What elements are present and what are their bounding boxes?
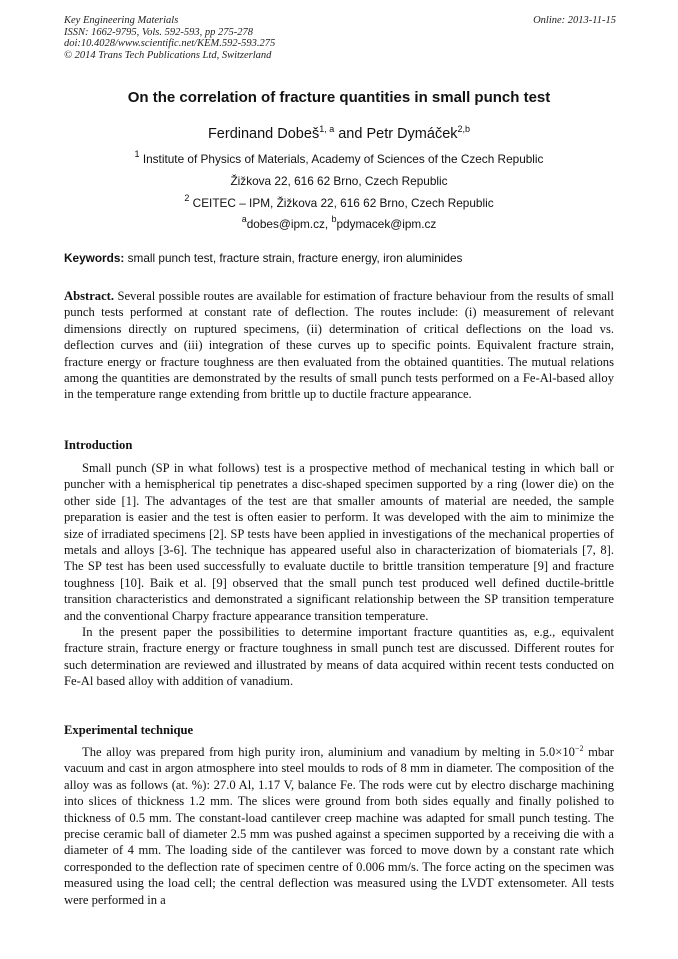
paper-title: On the correlation of fracture quantities in small punch test: [127, 89, 551, 106]
doi-line: doi:10.4028/www.scientific.net/KEM.592-593.275: [64, 38, 276, 50]
email-b: pdymacek@ipm.cz: [336, 217, 437, 231]
keywords-text: small punch test, fracture strain, fracture energy, iron aluminides: [124, 251, 463, 265]
aff-1-text: Institute of Physics of Materials, Academy of Sciences of the Czech Republic: [139, 152, 544, 166]
introduction-heading: Introduction: [64, 438, 133, 452]
author-1: Ferdinand Dobeš: [207, 126, 320, 142]
author-line: [0, 126, 678, 142]
introduction-body: [64, 460, 614, 690]
exp-text-start: The alloy was prepared from high purity iron, aluminium and vanadium by melting in 5.0×10: [82, 745, 575, 759]
experimental-body: [64, 744, 614, 908]
author-1-sup: 1, a: [319, 124, 335, 134]
email-a-sup: a: [241, 214, 247, 224]
abstract: [64, 288, 614, 403]
online-date: Online: 2013-11-15: [533, 15, 616, 26]
email-b-sup: b: [331, 214, 337, 224]
journal-header: [64, 15, 616, 61]
experimental-paragraph-1: [64, 744, 614, 908]
intro-paragraph-1: Small punch (SP in what follows) test is a prospective method of mechanical testing in which ball or puncher with a hemispherical tip penetrates a disc-shaped specimen supported by a ring (lower die) on the other side [1]. The advantages of the test are that smaller amounts of material are needed, the sample preparation is easier and the test is often easier to perform. It was developed with the aim to minimize the size of irradiated specimens [2]. SP tests have been applied in investigations of the mechanical properties of metals and alloys [3-6]. The technique has appeared useful also in characterization of biomaterials [7, 8]. The SP test has been used successfully to evaluate ductile to brittle transition temperature [9] and fracture toughness [10]. Baik et al. [9] observed that the small punch test produced well defined ductile-brittle transition characteristics and demonstrated a significant relationship between the SP transition temperature and the conventional Charpy fracture appearance transition temperature.: [64, 461, 614, 623]
copyright-line: © 2014 Trans Tech Publications Ltd, Switzerland: [64, 49, 272, 61]
exp-text-rest: mbar vacuum and cast in argon atmosphere into steel moulds to rods of 8 mm in diameter. The composition of the alloy was as follows (at. %): 27.0 Al, 1.17 V, balance Fe. The rods were cut by electro discharge machining into slices of thickness 1.2 mm. The slices were ground from both sides equally and finally polished to thickness of 0.5 mm. The constant-load cantilever creep machine was adapted for small punch testing. The precise ceramic ball of diameter 2.5 mm was pushed against a specimen supported by a receiving die with a diameter of 4 mm. The loading side of the cantilever was forced to move down by a constant rate which corresponded to the deflection rate of specimen centre of 0.006 mm/s. The force acting on the specimen was measured using the load cell; the central deflection was measured using the LVDT extensometer. All tests were performed in a: [64, 745, 615, 907]
keywords-label: Keywords:: [64, 251, 125, 265]
affiliation-1-address: Žižkova 22, 616 62 Brno, Czech Republic: [230, 174, 448, 188]
aff-2-text: CEITEC – IPM, Žižkova 22, 616 62 Brno, Czech Republic: [189, 196, 494, 210]
affiliation-1: [0, 149, 678, 166]
aff-2-sup: 2: [184, 193, 190, 203]
abstract-label: Abstract.: [64, 289, 115, 303]
email-line: [0, 214, 678, 231]
issn-line: ISSN: 1662-9795, Vols. 592-593, pp 275-278: [64, 26, 253, 38]
affiliation-2: [0, 193, 678, 210]
exp-exponent: −2: [574, 744, 584, 753]
author-and: and: [334, 126, 367, 142]
aff-1-sup: 1: [134, 149, 140, 159]
author-2: Petr Dymáček: [366, 126, 458, 142]
keywords: [64, 251, 624, 265]
intro-paragraph-2: In the present paper the possibilities to determine important fracture quantities as, e.g., equivalent fracture strain, fracture energy or fracture toughness in small punch test are discussed. Different routes for such determination are reviewed and illustrated by means of data acquired within recent tests conducted on Fe-Al based alloy with addition of vanadium.: [64, 625, 614, 689]
author-2-sup: 2,b: [457, 124, 471, 134]
journal-name: Key Engineering Materials: [64, 15, 179, 26]
experimental-heading: Experimental technique: [64, 723, 194, 737]
abstract-text: Several possible routes are available for estimation of fracture behaviour from the results of small punch tests performed at constant rate of deflection. The routes include: (i) measurement of relevant dimensions directly on ruptured specimens, (ii) determination of critical deflections on the load vs. deflection curves and (iii) integration of these curves up to specific points. Equivalent fracture strain, fracture energy or fracture toughness are then evaluated from the obtained quantities. The mutual relations among the quantities are demonstrated by the results of small punch tests performed on a Fe-Al-based alloy in the temperature range extending from brittle up to ductile fracture appearance.: [64, 289, 614, 402]
email-a: dobes@ipm.cz,: [246, 217, 332, 231]
